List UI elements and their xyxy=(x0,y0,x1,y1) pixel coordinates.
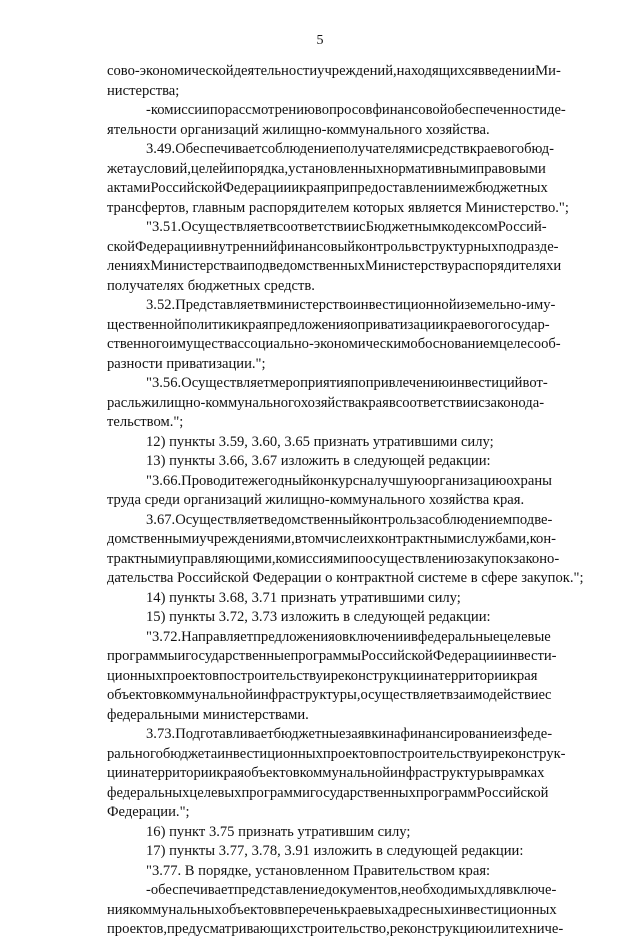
word: реконструкции xyxy=(330,667,424,684)
text-line: 15) пункты 3.72, 3.73 изложить в следующей редакции: xyxy=(146,609,491,625)
word: из xyxy=(504,726,518,742)
word: предложения xyxy=(253,628,335,645)
word: адресных xyxy=(391,901,452,918)
word: жилищно-коммунального xyxy=(141,394,301,411)
text-line xyxy=(107,218,547,238)
word: рамках xyxy=(500,765,545,781)
text-line xyxy=(107,530,557,550)
word: социально-экономическим xyxy=(243,336,411,352)
word: включе- xyxy=(506,882,557,898)
word: коммунальных xyxy=(129,901,222,918)
text-line xyxy=(107,179,548,199)
word: домственными xyxy=(107,531,200,547)
text-line xyxy=(107,784,549,804)
word: службами, xyxy=(464,531,530,547)
word: края xyxy=(361,394,389,411)
word: Федерации xyxy=(432,648,502,664)
word: находящихся xyxy=(396,63,478,79)
word: лениях xyxy=(107,258,151,274)
word: по xyxy=(209,102,225,118)
text-line xyxy=(107,335,561,355)
text-line xyxy=(107,745,566,765)
text-line xyxy=(107,667,538,687)
word: Направляет xyxy=(181,628,254,645)
word: Осуществляет xyxy=(181,375,270,391)
word: и xyxy=(239,258,248,274)
word: по xyxy=(379,745,395,762)
text-line xyxy=(107,628,551,648)
word: внутренний xyxy=(203,238,278,255)
word: "3.72. xyxy=(146,628,182,645)
word: кодексом xyxy=(441,219,498,235)
text-line xyxy=(107,62,561,82)
word: и xyxy=(322,667,331,684)
word: края xyxy=(509,667,538,684)
word: - xyxy=(146,882,151,898)
word: Обеспечивает xyxy=(175,141,262,157)
word: перечень xyxy=(284,901,341,918)
text-line xyxy=(107,881,557,901)
word: имущества xyxy=(168,336,238,352)
text-line xyxy=(107,316,550,336)
word: Проводит xyxy=(181,472,242,489)
text-line: трансфертов, главным распорядителем которых является Министерство."; xyxy=(107,199,569,216)
text-line xyxy=(107,550,560,570)
word: контроль xyxy=(359,511,417,528)
word: взаимодействие xyxy=(446,687,546,703)
text-line: тельством."; xyxy=(107,414,184,430)
text-line: труда среди организаций жилищно-коммунального хозяйства края. xyxy=(107,492,525,508)
word: проектов, xyxy=(107,921,167,937)
word: строительству xyxy=(234,667,323,684)
word: по xyxy=(218,667,235,684)
word: бюд- xyxy=(524,141,554,157)
word: подведомственных xyxy=(247,258,366,274)
word: программы xyxy=(107,648,178,664)
word: организацию xyxy=(424,472,507,489)
word: сово-экономической xyxy=(107,63,234,79)
word: программ xyxy=(415,784,477,801)
word: и xyxy=(226,160,235,177)
word: Министерства xyxy=(150,258,240,274)
word: ведомственный xyxy=(263,511,360,528)
word: политики xyxy=(181,316,242,333)
word: ции xyxy=(107,765,131,781)
word: подразде- xyxy=(498,238,559,255)
word: в xyxy=(388,394,396,411)
word: финансовый xyxy=(277,238,356,255)
text-line xyxy=(107,160,546,180)
word: Ми- xyxy=(535,63,561,79)
text-line: федеральными министерствами. xyxy=(107,706,309,723)
word: охраны xyxy=(506,472,552,489)
text-line xyxy=(107,725,553,745)
word: объектов xyxy=(107,687,163,703)
word: де- xyxy=(547,102,566,118)
word: закупок xyxy=(464,550,514,567)
word: коммунальной xyxy=(162,687,254,703)
word: законода- xyxy=(484,394,545,411)
word: Российской xyxy=(150,180,223,196)
document-body xyxy=(107,62,584,940)
word: деятельности xyxy=(233,63,318,79)
word: от- xyxy=(529,375,548,391)
word: Федерации xyxy=(134,238,204,255)
word: на xyxy=(423,667,439,684)
word: ния xyxy=(107,901,130,918)
word: и xyxy=(291,180,300,196)
word: привлечению xyxy=(365,375,450,391)
word: управляющими, xyxy=(175,550,276,567)
word: вопросов xyxy=(314,102,373,118)
word: в xyxy=(411,628,418,645)
word: получателями xyxy=(335,141,423,157)
word: техниче- xyxy=(508,921,564,937)
word: на xyxy=(130,765,145,781)
word: целевых xyxy=(189,784,242,801)
text-line xyxy=(107,238,559,258)
word: и xyxy=(553,258,562,274)
word: объектов xyxy=(243,765,300,781)
word: предложения xyxy=(268,316,351,333)
word: инвестиций xyxy=(449,375,523,391)
word: кон- xyxy=(529,531,557,547)
word: комиссии xyxy=(150,102,210,118)
word: Представляет xyxy=(175,297,260,313)
word: по xyxy=(350,550,366,567)
word: конкурс xyxy=(309,472,360,489)
text-line xyxy=(107,472,552,492)
text-line: разности приватизации."; xyxy=(107,355,266,372)
word: соответствии xyxy=(276,219,360,235)
word: при xyxy=(326,180,350,196)
word: условий, xyxy=(136,160,191,177)
word: учреждений, xyxy=(317,63,397,79)
word: в xyxy=(477,63,485,79)
word: осуществлению xyxy=(365,550,465,567)
word: мероприятия xyxy=(269,375,351,391)
text-line xyxy=(107,686,552,706)
word: краевых xyxy=(340,901,392,918)
word: государ- xyxy=(497,316,550,333)
word: инвестиционной xyxy=(352,297,457,313)
word: актами xyxy=(107,180,151,196)
word: обоснованием xyxy=(410,336,499,352)
word: и xyxy=(483,745,491,762)
word: включении xyxy=(342,628,412,645)
word: на xyxy=(359,472,374,489)
word: ственного xyxy=(107,336,169,352)
word: о xyxy=(334,628,343,645)
text-line xyxy=(107,920,564,940)
word: проектов xyxy=(162,667,219,684)
word: ской xyxy=(107,238,135,255)
word: правовыми xyxy=(476,160,546,177)
text-line: "3.77. В порядке, установленном Правительством края: xyxy=(146,862,491,879)
word: - xyxy=(146,102,151,118)
word: учреждениями, xyxy=(199,531,295,547)
word: в xyxy=(294,531,302,547)
word: предоставлении xyxy=(349,180,450,196)
word: ведении xyxy=(484,63,536,79)
word: 3.73. xyxy=(146,726,176,742)
word: инвестиционных xyxy=(451,901,557,918)
word: "3.56. xyxy=(146,375,182,391)
word: и xyxy=(456,297,465,313)
text-line: Федерации."; xyxy=(107,804,190,820)
word: обеспеченности xyxy=(447,102,548,118)
word: 3.67. xyxy=(146,511,176,528)
word: рального xyxy=(107,745,163,762)
word: строительство, xyxy=(296,921,390,937)
word: реконструк- xyxy=(490,745,566,762)
word: представление xyxy=(233,882,325,898)
word: контрактными xyxy=(374,531,465,547)
word: инвести- xyxy=(501,648,557,664)
word: края xyxy=(216,765,244,781)
word: их xyxy=(359,531,375,547)
word: средств xyxy=(422,141,470,157)
word: бюджета xyxy=(162,745,218,762)
word: Подготавливает xyxy=(175,726,274,742)
word: том xyxy=(301,531,325,547)
word: и xyxy=(177,648,186,664)
word: необходимых xyxy=(400,882,485,898)
word: государственных xyxy=(309,784,416,801)
text-line xyxy=(107,901,557,921)
text-line xyxy=(107,257,562,277)
word: федеральные xyxy=(417,628,500,645)
word: федеральных xyxy=(107,784,190,801)
word: в xyxy=(269,219,277,235)
word: числе xyxy=(324,531,360,547)
word: целей xyxy=(190,160,227,177)
word: нормативными xyxy=(383,160,477,177)
page-number: 5 xyxy=(316,33,324,48)
word: с xyxy=(359,219,366,235)
word: комиссиями xyxy=(275,550,351,567)
word: законо- xyxy=(513,550,560,567)
word: с xyxy=(237,336,244,352)
word: программы xyxy=(290,648,361,664)
word: финансовой xyxy=(372,102,448,118)
word: в xyxy=(522,375,530,391)
word: жета xyxy=(107,160,137,177)
word: "3.66. xyxy=(146,472,182,489)
word: и xyxy=(302,784,310,801)
word: строительству xyxy=(394,745,484,762)
text-line xyxy=(107,296,556,316)
word: ежегодный xyxy=(241,472,310,489)
word: Россий- xyxy=(497,219,547,235)
text-line: 16) пункт 3.75 признать утратившим силу; xyxy=(146,823,411,840)
word: соответствии xyxy=(395,394,479,411)
text-line: 14) пункты 3.68, 3.71 признать утратившими силу; xyxy=(146,589,461,606)
word: за xyxy=(416,511,429,528)
word: с xyxy=(478,394,485,411)
word: целесооб- xyxy=(498,336,561,352)
word: подве- xyxy=(512,511,553,528)
word: 3.49. xyxy=(146,141,176,157)
word: межбюджетных xyxy=(449,180,548,196)
word: Осуществляет xyxy=(175,511,264,528)
word: соблюдением xyxy=(428,511,513,528)
text-line: 13) пункты 3.66, 3.67 изложить в следующей редакции: xyxy=(146,453,491,469)
text-line: нистерства; xyxy=(107,82,180,99)
word: объектов xyxy=(221,901,278,918)
word: документов, xyxy=(324,882,401,898)
word: министерство xyxy=(266,297,353,313)
word: в xyxy=(411,238,419,255)
word: Министерству xyxy=(365,258,455,274)
word: инфраструктуры xyxy=(390,765,494,781)
word: в xyxy=(493,765,501,781)
word: краевого xyxy=(469,141,525,157)
word: распорядителях xyxy=(454,258,554,274)
text-line xyxy=(107,647,557,667)
word: по xyxy=(350,375,366,391)
word: феде- xyxy=(517,726,553,742)
word: щественной xyxy=(107,316,182,333)
word: края xyxy=(299,180,327,196)
word: расль xyxy=(107,394,142,411)
word: Российской xyxy=(476,784,549,801)
word: на xyxy=(386,726,401,742)
word: инвестиционных xyxy=(217,745,323,762)
word: целевые xyxy=(499,628,551,645)
word: в xyxy=(259,297,267,313)
word: 3.52. xyxy=(146,297,176,313)
word: территории xyxy=(438,667,510,684)
text-line xyxy=(107,140,554,160)
word: краевого xyxy=(443,316,498,333)
word: соблюдение xyxy=(261,141,336,157)
text-line xyxy=(107,101,566,121)
word: рассмотрению xyxy=(224,102,315,118)
word: территории xyxy=(144,765,217,781)
word: с xyxy=(545,687,552,703)
word: реконструкцию xyxy=(389,921,487,937)
text-line: ятельности организаций жилищно-коммунального хозяйства. xyxy=(107,121,490,138)
word: земельно-иму- xyxy=(464,297,556,313)
word: заявки xyxy=(345,726,387,742)
text-line: дательства Российской Федерации о контрактной системе в сфере закупок."; xyxy=(107,570,584,586)
word: установленных xyxy=(288,160,384,177)
word: приватизации xyxy=(357,316,444,333)
text-line: получателях бюджетных средств. xyxy=(107,277,315,294)
word: обеспечивает xyxy=(150,882,234,898)
word: Российской xyxy=(360,648,433,664)
word: государственные xyxy=(185,648,291,664)
word: программ xyxy=(241,784,303,801)
text-line xyxy=(107,764,545,784)
word: Федерации xyxy=(222,180,292,196)
text-line xyxy=(107,511,553,531)
word: для xyxy=(484,882,507,898)
word: контроль xyxy=(355,238,412,255)
word: предусматривающих xyxy=(166,921,297,937)
word: осуществляет xyxy=(360,687,447,703)
word: лучшую xyxy=(373,472,425,489)
word: Бюджетным xyxy=(365,219,442,235)
word: ционных xyxy=(107,667,163,684)
word: бюджетные xyxy=(273,726,346,742)
word: финансирование xyxy=(400,726,505,742)
word: Осуществляет xyxy=(181,219,270,235)
text-line xyxy=(107,394,545,414)
word: структурных xyxy=(418,238,499,255)
text-line: 12) пункты 3.59, 3.60, 3.65 признать утратившими силу; xyxy=(146,433,494,450)
word: "3.51. xyxy=(146,219,182,235)
word: или xyxy=(486,921,509,937)
word: трактными xyxy=(107,550,176,567)
text-line: 17) пункты 3.77, 3.78, 3.91 изложить в следующей редакции: xyxy=(146,843,524,859)
word: порядка, xyxy=(234,160,289,177)
word: края xyxy=(241,316,269,333)
text-line xyxy=(107,374,548,394)
word: проектов xyxy=(322,745,380,762)
word: инфраструктуры, xyxy=(253,687,361,703)
word: о xyxy=(350,316,358,333)
word: в xyxy=(277,901,285,918)
word: хозяйства xyxy=(300,394,362,411)
word: коммунальной xyxy=(299,765,391,781)
